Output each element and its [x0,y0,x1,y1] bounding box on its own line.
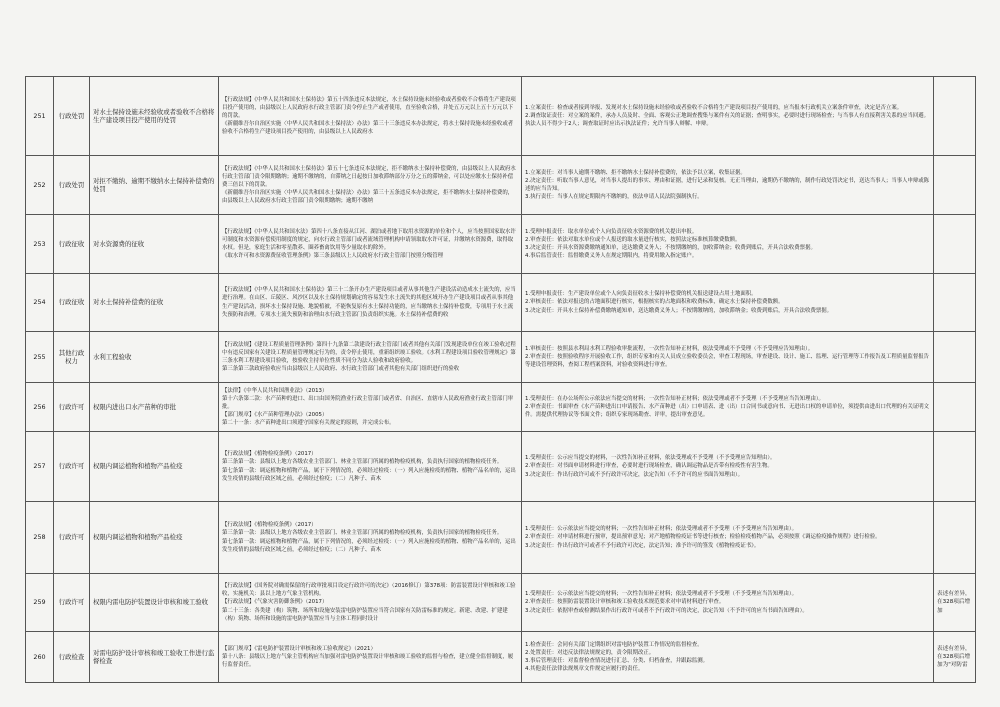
power-category-cell-text: 行政处罚 [58,111,85,120]
legal-basis-cell [219,332,522,383]
legal-basis-cell-text: 【法律】《中华人民共和国渔业法》（2013） 第十六条第二款：水产苗种的进口、出口由国务院渔业行政主管部门或者省、自治区、直辖市人民政府渔业行政主管部门审批。 【部门规章】《水产苗种管理办法》（2005） 第二十一条：水产苗种进出口须遵守国家有关规定的原则，并完成公布。 [222,387,514,427]
legal-basis-cell-text: 【部门规章】《雷电防护装置设计审核和竣工验收规定》（2021） 第十八条：县级以上地方气象主管机构应当加强对雷电防护装置设计审核和竣工验收的监督与检查，建立健全监督制度，履行监督责任。 [222,645,514,669]
power-category-cell-text: 其他行政权力 [58,348,85,365]
row-number-cell [26,77,54,156]
responsibility-cell [522,215,934,274]
power-category-cell [54,156,90,215]
responsibility-cell [522,502,934,574]
power-list-table [25,76,976,683]
table-row [26,502,976,574]
legal-basis-cell-text: 【行政法规】《中华人民共和国水土保持法》第三十二条开办生产建设项目或者从事其他生产建设活动造成水土流失的，应当进行治理。在山区、丘陵区、风沙区以及水土保持规划确定的容易发生水土流失的其他区域开办生产建设项目或者从事其他生产建设活动，损坏水土保持设施、地貌植被，不能恢复原有水土保持功能的，应当缴纳水土保持补偿费，专项用于水土流失预防和治理。专项水土流失预防和治理由水行政主管部门负责组织实施。水土保持补偿费的收 [222,287,516,318]
legal-basis-cell-text: 【行政法规】《中华人民共和国水法》第四十八条直接从江河、湖泊或者地下取用水资源的单位和个人，应当按照国家取水许可制度和水资源有偿使用制度的规定，向水行政主管部门或者流域管理机构申请领取取水许可证，并缴纳水资源费，取得取水权。但是，家庭生活和零星散养、圈养畜禽饮用等少量取水的除外。 《取水许可和水资源费征收管理条例》第三条县级以上人民政府水行政主管部门按照分级管理 [222,228,516,260]
power-item-name-cell [90,156,219,215]
power-item-name-cell-text: 权限内进出口水产苗种的审批 [93,402,177,411]
power-category-cell [54,502,90,574]
power-item-name-cell [90,383,219,432]
row-number-cell-text: 253 [33,239,46,248]
row-number-cell-text: 251 [33,111,46,120]
legal-basis-cell-text: 【行政法规】《国务院对确需保留的行政审批项目设定行政许可的决定》（2016修订）第378项：防雷装置设计审核和竣工验收，实施机关：县以上地方气象主管机构。 【行政法规】《气象灾害防御条例》（2017） 第二十三条：各类建（构）筑物、场所和设施安装雷电防护装置应当符合国家有关防雷标准的规定。新建、改建、扩建建（构）筑物、场所和设施的雷电防护装置应当与主体工程同时设计 [222,583,516,622]
power-item-name-cell [90,632,219,683]
row-number-cell-text: 256 [33,402,46,411]
table-row [26,274,976,332]
table-row [26,383,976,432]
row-number-cell [26,502,54,574]
power-category-cell [54,77,90,156]
row-number-cell [26,574,54,632]
row-number-cell [26,332,54,383]
legal-basis-cell [219,502,522,574]
power-category-cell-text: 行政许可 [58,598,85,607]
power-category-cell [54,632,90,683]
responsibility-cell [522,574,934,632]
power-item-name-cell [90,215,219,274]
legal-basis-cell [219,383,522,432]
power-item-name-cell-text: 对水土保持补偿费的征收 [93,298,164,307]
power-item-name-cell [90,77,219,156]
legal-basis-cell-text: 【行政法规】《中华人民共和国水土保持法》第五十七条违反本法规定，拒不缴纳水土保持补偿费的，由县级以上人民政府水行政主管部门责令限期缴纳；逾期不缴纳的，自滞纳之日起按日加收滞纳部分万分之五的滞纳金，可以处应缴水土保持补偿费三倍以下的罚款。 《新疆维吾尔自治区实施〈中华人民共和国水土保持法〉办法》第三十五条违反本办法规定，拒不缴纳水土保持补偿费的，由县级以上人民政府水行政主管部门责令限期缴纳；逾期不缴纳 [222,165,516,205]
responsibility-cell [522,432,934,502]
power-item-name-cell-text: 权限内雷电防护装置设计审核和竣工验收 [93,598,209,607]
remark-cell [934,574,976,632]
responsibility-cell [522,77,934,156]
remark-cell [934,383,976,432]
legal-basis-cell [219,215,522,274]
remark-cell-text: 表述有差异，在328项后增加为"对防雷 [937,645,971,669]
row-number-cell-text: 258 [33,533,46,542]
table-row [26,215,976,274]
remark-cell [934,215,976,274]
power-category-cell-text: 行政征收 [58,239,85,248]
remark-cell [934,274,976,332]
power-category-cell-text: 行政许可 [58,533,85,542]
legal-basis-cell [219,632,522,683]
table-row [26,432,976,502]
table-row [26,574,976,632]
legal-basis-cell [219,574,522,632]
responsibility-cell-text: 1.审核责任：按照县水利局水利工程验收审批流程，一次性告知补正材料，依法受理或不予受理（不予受理应告知理由）。 2.审查责任：按照验收程序开展验收工作，组织专家和有关人员成立验收委员会，审查工程现场，审查建设、设计、施工、监理、运行管理等工作报告及工程质量监督报告等建设管理资料，查阅工程档案资料，对验收资料进行审查。 [525,345,930,369]
row-number-cell [26,215,54,274]
row-number-cell-text: 259 [33,598,46,607]
legal-basis-cell [219,274,522,332]
power-category-cell [54,215,90,274]
responsibility-cell [522,383,934,432]
power-item-name-cell-text: 权限内调运植物和植物产品检疫 [93,533,183,542]
responsibility-cell [522,156,934,215]
power-item-name-cell-text: 权限内调运植物和植物产品检疫 [93,462,183,471]
remark-cell [934,432,976,502]
power-item-name-cell-text: 对水土保持设施未经验收或者验收不合格将生产建设项目投产使用的处罚 [93,107,215,124]
row-number-cell [26,432,54,502]
responsibility-cell [522,332,934,383]
remark-cell [934,332,976,383]
power-item-name-cell [90,332,219,383]
responsibility-cell-text: 1.受理责任：公示依法应当提交的材料；一次性告知补正材料；依法受理或者不予受理（不予受理应当告知理由）。 2.审查责任：按照防雷装置设计审核和竣工验收技术规范要求对申请材料进行审查。 3.决定责任：依据审查或检测结果作出行政许可或者不予行政许可的决定，法定告知（不予许可的应当书面告知理由）。 [525,591,808,614]
row-number-cell [26,274,54,332]
responsibility-cell [522,274,934,332]
responsibility-cell-text: 1.检查责任：会同有关部门定期组织对雷电防护装置工作情况的监督检查。 2.处置责任：对违反法律法规规定的，责令限期改正。 3.事后管理责任：对监督检查情况进行汇总、分类、归档备查，并跟踪监测。 4.其他责任法律法规规章文件规定应履行的责任。 [525,641,709,673]
power-item-name-cell-text: 对雷电防护设计审核和竣工验收工作进行监督检查 [93,648,215,665]
power-item-name-cell [90,274,219,332]
power-category-cell-text: 行政检查 [58,652,85,661]
responsibility-cell-text: 1.立案责任：检查或者接到举报、发现对水土保持设施未经验收或者验收不合格将生产建设项目投产使用的，应当报本行政机关立案条件审查，决定是否立案。 2.调查取证责任：对立案的案件，承办人员及时、全面、客观公正地调查搜集与案件有关的证据；查明事实，必要时进行现场检查；与当事人有直接利害关系的应当回避。执法人员不得少于2人；调查取证时应出示执法证件；允许当事人辩解、申辩。 [525,104,930,128]
power-item-name-cell-text: 对水资源费的征收 [93,239,145,248]
power-category-cell-text: 行政许可 [58,402,85,411]
power-item-name-cell [90,432,219,502]
power-category-cell [54,332,90,383]
power-item-name-cell-text: 水利工程验收 [93,352,132,361]
document-page [25,76,975,683]
power-category-cell-text: 行政处罚 [58,180,85,189]
row-number-cell [26,632,54,683]
responsibility-cell-text: 1.受理申报责任：取水单位或个人向负责征收水资源费的机关提出申报。 2.审查责任：依法对取水单位或个人报送的取水量进行核实，按照法定标准核算缴费数额。 3.决定责任：开具水资源费缴纳通知单，送达缴费义务人；不按期缴纳的，加收滞纳金；收费到账后，开具合法收费票据。 4.事后监管责任：监督缴费义务人在规定期限内，将费用缴入指定账户。 [525,228,816,260]
remark-cell [934,156,976,215]
row-number-cell-text: 260 [33,652,46,661]
responsibility-cell-text: 1.受理申报责任：生产建设单位或个人向负责征收水土保持补偿费的机关报送建设占用土地面积。 2.审核责任：依法对报送的占地面积进行核实，根据核实的占地面积和收费标准，确定水土保持补偿费数额。 3.决定责任：开具水土保持补偿费缴纳通知单，送达缴费义务人；不按期缴纳的，加收滞纳金；收费到账后，开具合法收费票据。 [525,291,833,314]
table-row [26,332,976,383]
row-number-cell-text: 257 [33,462,46,471]
row-number-cell [26,156,54,215]
power-category-cell-text: 行政征收 [58,298,85,307]
responsibility-cell-text: 1.立案责任：对当事人逾期不缴纳、拒不缴纳水土保持补偿费的，依法予以立案，收集证据。 2.决定责任：听取当事人意见，对当事人提出的事实、理由和证据，进行记录和复核。无正当理由，逾期仍不缴纳的，制作行政处罚决定书，送达当事人；当事人申辩或陈述的应当告知。 3.执行责任：当事人在规定期限内不缴纳的，依法申请人民法院强制执行。 [525,169,930,201]
remark-cell [934,502,976,574]
power-category-cell [54,574,90,632]
responsibility-cell [522,632,934,683]
power-item-name-cell [90,574,219,632]
power-category-cell-text: 行政许可 [58,462,85,471]
remark-cell [934,632,976,683]
row-number-cell-text: 252 [33,180,46,189]
power-category-cell [54,432,90,502]
power-item-name-cell [90,502,219,574]
legal-basis-cell [219,77,522,156]
responsibility-cell-text: 1.受理责任：在办公场所公示依法应当提交的材料；一次性告知补正材料；依法受理或者不予受理（不予受理应当告知理由）。 2.审查责任：书面审查《水产苗种进出口申请报告、水产苗种进（出）口申请表、进（出）口合同书或意向书、无进出口权的申请单位，须提供由进出口代理的有关证明文件。需提供代理协议等书面文件；组织专家现场勘查、评审，提出审查意见。 [525,395,930,419]
legal-basis-cell-text: 【行政法规】《建设工程质量管理条例》第四十九条第二款建设行政主管部门或者其他有关部门发现建设单位在竣工验收过程中有违反国家有关建设工程质量管理规定行为的，责令停止使用，重新组织竣工验收。《水利工程建设项目验收管理规定》第三条水利工程建设项目验收，按验收主持单位性质不同分为法人验收和政府验收。 第三条第三款政府验收应当由县级以上人民政府、水行政主管部门或者其他有关部门组织进行的验收 [222,341,516,373]
row-number-cell [26,383,54,432]
table-row [26,632,976,683]
table-row [26,77,976,156]
power-category-cell [54,383,90,432]
legal-basis-cell-text: 【行政法规】《植物检疫条例》（2017） 第三条第一款：县级以上地方各级农业主管部门、林业主管部门所属的植物检疫机构，负责执行国家的植物检疫任务。 第七条第一款：调运植物和植物产品，属于下列情况的，必须经过检疫：（一）列入应施检疫的植物、植物产品名单的，运出发生疫情的县级行政区域之前，必须经过检疫；（二）凡种子、苗木 [222,451,516,482]
row-number-cell-text: 255 [33,352,46,361]
power-item-name-cell-text: 对拒不缴纳、逾期不缴纳水土保持补偿费的处罚 [93,176,215,193]
table-row [26,156,976,215]
remark-cell [934,77,976,156]
legal-basis-cell-text: 【行政法规】《植物检疫条例》（2017） 第三条第一款：县级以上地方各级农业主管部门、林业主管部门所属的植物检疫机构，负责执行国家的植物检疫任务。 第七条第一款：调运植物和植物产品，属于下列情况的，必须经过检疫：（一）列入应施检疫的植物、植物产品名单的，运出发生疫情的县级行政区域之前，必须经过检疫；（二）凡种子、苗木 [222,522,516,553]
power-category-cell [54,274,90,332]
legal-basis-cell [219,432,522,502]
responsibility-cell-text: 1.受理责任：公示依法应当提交的材料；一次性告知补正材料；依法受理或者不予受理（不予受理应当告知理由）。 2.审查责任：对申请材料进行预审，提出预审意见；对产地植物检疫证书等进行核查；检验检疫植物产品，必须按照《调运检疫操作规程》进行检验。 3.决定责任：作出行政许可或者不予行政许可决定，法定告知；准予许可的签发《植物检疫证书》。 [525,526,881,549]
remark-cell-text: 表述有差异，在328项后增加 [937,591,971,614]
responsibility-cell-text: 1.受理责任：公示应当提交的材料，一次性告知补正材料，依法受理或不予受理（不予受理应告知理由）。 2.审查责任：对书面申请材料进行审查，必要时进行现场检查，确认调运物品是否带有检疫性有害生物。 3.决定责任：作出行政许可或不予行政许可决定，法定告知（不予许可的应书面告知理由）。 [525,455,776,478]
row-number-cell-text: 254 [33,298,46,307]
legal-basis-cell [219,156,522,215]
legal-basis-cell-text: 【行政法规】《中华人民共和国水土保持法》第五十四条违反本法规定，水土保持设施未经验收或者验收不合格将生产建设项目投产使用的，由县级以上人民政府水行政主管部门责令停止生产或者使用，直至验收合格，并处五万元以上五十万元以下的罚款。 《新疆维吾尔自治区实施〈中华人民共和国水土保持法〉办法》第三十三条违反本办法规定，将水土保持设施未经验收或者验收不合格将生产建设项目投产使用的，由县级以上人民政府水 [222,96,516,136]
